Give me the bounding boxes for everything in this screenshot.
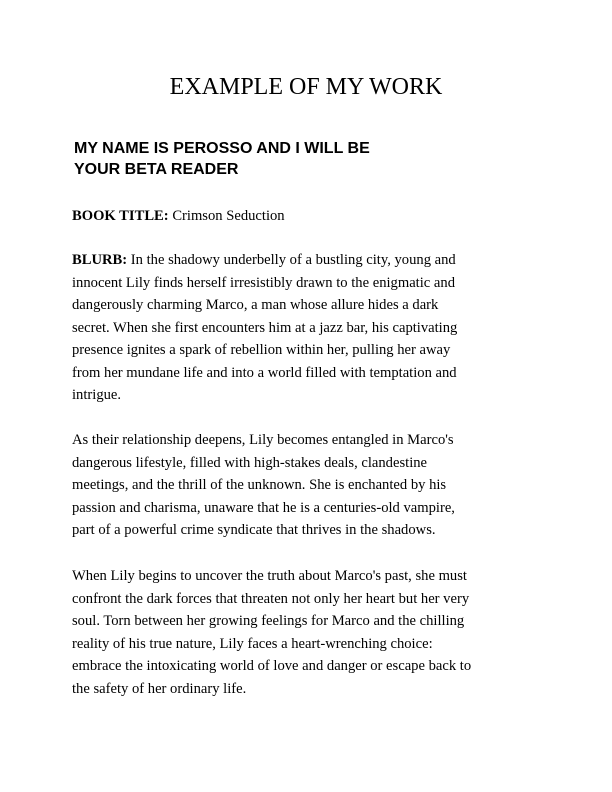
paragraph-line: the safety of her ordinary life.: [72, 680, 247, 697]
paragraph-line: presence ignites a spark of rebellion within her, pulling her away: [72, 342, 451, 358]
subtitle-line: MY NAME IS PEROSSO AND I WILL BE: [74, 140, 370, 157]
page-title: EXAMPLE OF MY WORK: [169, 74, 443, 100]
paragraph-line: dangerously charming Marco, a man whose allure hides a dark: [72, 297, 439, 313]
paragraph-line: intrigue.: [72, 387, 122, 403]
paragraph-line: meetings, and the thrill of the unknown. She is enchanted by his: [72, 477, 447, 493]
paragraph-line: As their relationship deepens, Lily becomes entangled in Marco's: [72, 432, 454, 448]
blurb-paragraph-2: [72, 429, 552, 542]
paragraph-line: passion and charisma, unaware that he is a centuries-old vampire,: [72, 499, 455, 516]
paragraph-line: innocent Lily finds herself irresistibly drawn to the enigmatic and: [72, 274, 455, 291]
blurb-text: In the shadowy underbelly of a bustling city, young and: [127, 252, 456, 268]
paragraph-line: embrace the intoxicating world of love and danger or escape back to: [72, 658, 472, 674]
paragraph-line: confront the dark forces that threaten not only her heart but her very: [72, 590, 470, 607]
book-title-label: BOOK TITLE:: [72, 208, 169, 224]
blurb-label: BLURB:: [72, 252, 128, 268]
book-title-line: [72, 205, 552, 228]
paragraph-line: part of a powerful crime syndicate that thrives in the shadows.: [72, 522, 436, 538]
paragraph-line: dangerous lifestyle, filled with high-stakes deals, clandestine: [72, 454, 428, 471]
paragraph-line: reality of his true nature, Lily faces a heart-wrenching choice:: [72, 635, 433, 652]
subtitle: [74, 138, 434, 180]
paragraph-line: When Lily begins to uncover the truth about Marco's past, she must: [72, 568, 467, 584]
paragraph-line: soul. Torn between her growing feelings for Marco and the chilling: [72, 613, 465, 629]
paragraph-line: secret. When she first encounters him at a jazz bar, his captivating: [72, 319, 458, 336]
blurb-paragraph-1: [72, 249, 552, 407]
blurb-paragraph-3: [72, 565, 552, 700]
subtitle-line: YOUR BETA READER: [74, 161, 239, 178]
paragraph-line: from her mundane life and into a world filled with temptation and: [72, 364, 457, 381]
paragraph-line: [72, 249, 552, 272]
book-title-value: Crimson Seduction: [172, 208, 285, 224]
